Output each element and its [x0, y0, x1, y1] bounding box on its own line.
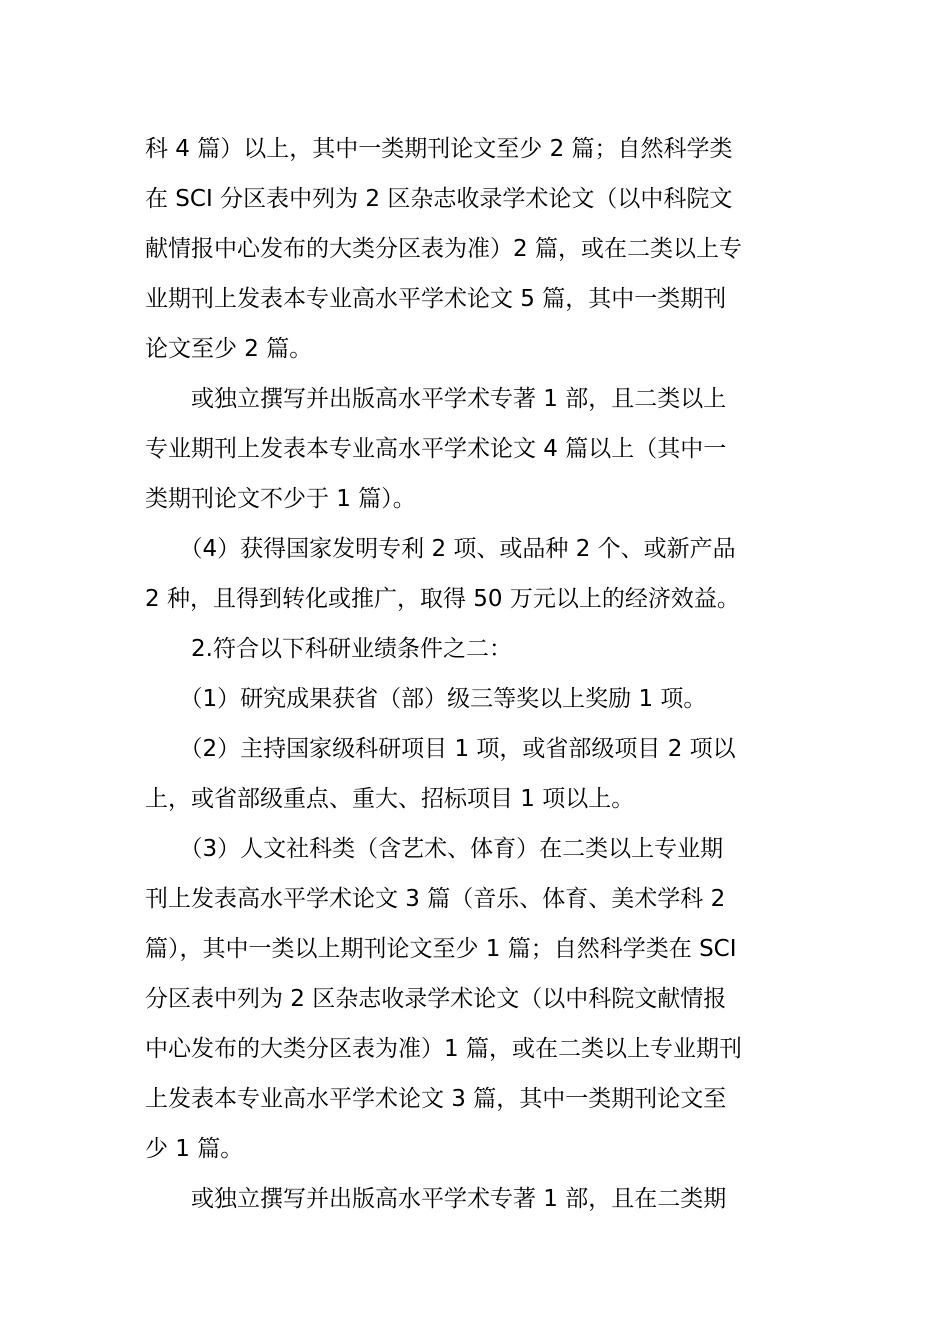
text-line-2: 在 SCI 分区表中列为 2 区杂志收录学术论文（以中科院文	[145, 186, 733, 212]
text-line-20: 上发表本专业高水平学术论文 3 篇，其中一类期刊论文至	[145, 1086, 727, 1112]
text-line-5: 论文至少 2 篇。	[145, 336, 313, 362]
text-line-21: 少 1 篇。	[145, 1136, 244, 1162]
text-line-4: 业期刊上发表本专业高水平学术论文 5 篇，其中一类期刊	[145, 286, 727, 312]
text-line-12: （1）研究成果获省（部）级三等奖以上奖励 1 项。	[145, 686, 707, 712]
text-line-16: 刊上发表高水平学术论文 3 篇（音乐、体育、美术学科 2	[145, 886, 726, 912]
text-line-18: 分区表中列为 2 区杂志收录学术论文（以中科院文献情报	[145, 986, 727, 1012]
text-line-22: 或独立撰写并出版高水平学术专著 1 部，且在二类期	[145, 1186, 727, 1212]
text-line-13: （2）主持国家级科研项目 1 项，或省部级项目 2 项以	[145, 736, 736, 762]
document-body	[145, 124, 807, 1224]
text-line-17: 篇），其中一类以上期刊论文至少 1 篇；自然科学类在 SCI	[145, 936, 737, 962]
text-line-1: 科 4 篇）以上，其中一类期刊论文至少 2 篇；自然科学类	[145, 136, 733, 162]
text-line-3: 献情报中心发布的大类分区表为准）2 篇，或在二类以上专	[145, 236, 742, 262]
text-line-8: 类期刊论文不少于 1 篇）。	[145, 486, 416, 512]
text-line-11: 2.符合以下科研业绩条件之二：	[145, 636, 512, 662]
text-line-7: 专业期刊上发表本专业高水平学术论文 4 篇以上（其中一	[145, 436, 727, 462]
text-line-9: （4）获得国家发明专利 2 项、或品种 2 个、或新产品	[145, 536, 736, 562]
text-line-10: 2 种，且得到转化或推广，取得 50 万元以上的经济效益。	[145, 586, 740, 612]
text-line-19: 中心发布的大类分区表为准）1 篇，或在二类以上专业期刊	[145, 1036, 742, 1062]
text-line-6: 或独立撰写并出版高水平学术专著 1 部，且二类以上	[145, 386, 727, 412]
text-line-15: （3）人文社科类（含艺术、体育）在二类以上专业期	[145, 836, 724, 862]
text-line-14: 上，或省部级重点、重大、招标项目 1 项以上。	[145, 786, 635, 812]
